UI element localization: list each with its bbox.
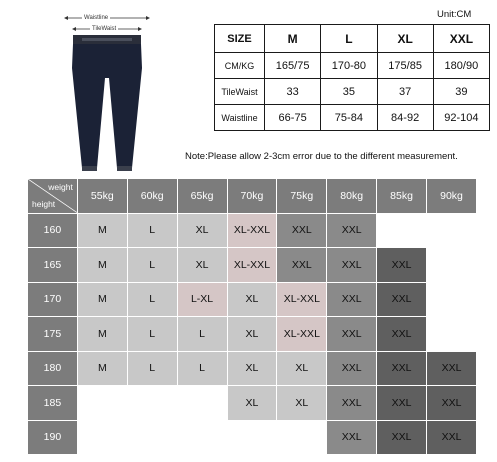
size-cell: 35 [321,79,377,105]
grid-row [28,283,476,317]
grid-cell [277,421,326,455]
grid-cell: L [128,352,177,386]
size-header-cell: XXL [433,25,489,53]
grid-cell [228,421,277,455]
height-header: 175 [28,317,77,351]
size-table-header-row [215,25,490,53]
grid-cell: M [78,283,127,317]
size-cell: 180/90 [433,53,489,79]
grid-row [28,352,476,386]
grid-cell: XXL [327,352,376,386]
height-header: 165 [28,248,77,282]
grid-cell: XL-XXL [228,214,277,248]
grid-cell: L [128,317,177,351]
waistline-label: Waistline [84,15,109,21]
grid-row [28,386,476,420]
grid-cell [78,421,127,455]
size-cell: 92-104 [433,105,489,131]
size-cell: 66-75 [265,105,321,131]
grid-cell: XXL [277,214,326,248]
grid-cell [427,248,476,282]
grid-cell: XXL [427,421,476,455]
weight-header: 70kg [228,179,277,213]
grid-cell [178,386,227,420]
size-table-row [215,53,490,79]
grid-cell [128,386,177,420]
size-cell: 175/85 [377,53,433,79]
height-header: 160 [28,214,77,248]
grid-corner [28,179,77,213]
grid-cell [427,317,476,351]
measurement-note: Note:Please allow 2-3cm error due to the different measurement. [185,151,458,162]
grid-cell [78,386,127,420]
height-header: 185 [28,386,77,420]
grid-cell: XL-XXL [277,283,326,317]
grid-cell: XXL [377,248,426,282]
corner-height-label: height [32,198,56,209]
grid-cell: XL [228,317,277,351]
size-row-label: CM/KG [215,53,265,79]
size-header-cell: M [265,25,321,53]
grid-cell: L [178,317,227,351]
grid-cell: L [128,214,177,248]
grid-cell: XXL [327,386,376,420]
grid-cell: XXL [377,317,426,351]
grid-cell: XL-XXL [277,317,326,351]
pants-body [72,44,142,168]
grid-cell: L [128,248,177,282]
size-cell: 33 [265,79,321,105]
grid-cell [427,214,476,248]
grid-cell: M [78,214,127,248]
grid-cell [377,214,426,248]
grid-row [28,248,476,282]
grid-cell: XL [178,214,227,248]
grid-row [28,317,476,351]
size-header-cell: L [321,25,377,53]
weight-header: 90kg [427,179,476,213]
grid-cell: M [78,352,127,386]
weight-header: 85kg [377,179,426,213]
size-header-cell: SIZE [215,25,265,53]
grid-cell: XXL [327,421,376,455]
grid-cell: XXL [277,248,326,282]
grid-cell: XXL [427,352,476,386]
grid-cell: XL [277,386,326,420]
size-row-label: TileWaist [215,79,265,105]
corner-weight-label: weight [48,182,73,192]
tilewaist-label: TileWaist [92,26,117,32]
grid-cell: XXL [377,421,426,455]
size-header-cell: XL [377,25,433,53]
grid-cell: XXL [377,352,426,386]
pants-image [52,8,162,180]
grid-row [28,214,476,248]
height-header: 190 [28,421,77,455]
unit-label: Unit:CM [437,9,472,20]
grid-cell [427,283,476,317]
size-cell: 165/75 [265,53,321,79]
size-cell: 170-80 [321,53,377,79]
weight-header: 80kg [327,179,376,213]
size-table-row [215,79,490,105]
grid-header-row [28,179,476,213]
grid-cell: XL [228,386,277,420]
grid-cell: L-XL [178,283,227,317]
pants-illustration [52,8,162,180]
size-cell: 39 [433,79,489,105]
grid-cell: XXL [327,283,376,317]
height-weight-grid [27,178,477,455]
grid-cell: XL [178,248,227,282]
grid-cell [178,421,227,455]
weight-header: 60kg [128,179,177,213]
grid-cell: M [78,248,127,282]
size-cell: 84-92 [377,105,433,131]
size-row-label: Waistline [215,105,265,131]
grid-cell: XXL [427,386,476,420]
grid-cell: XXL [377,386,426,420]
grid-cell: XL [277,352,326,386]
grid-cell: M [78,317,127,351]
size-cell: 75-84 [321,105,377,131]
grid-row [28,421,476,455]
grid-cell: XL-XXL [228,248,277,282]
size-table [214,24,490,131]
grid-cell: XXL [327,214,376,248]
size-table-row [215,105,490,131]
grid-cell: L [178,352,227,386]
grid-cell: XXL [377,283,426,317]
weight-header: 65kg [178,179,227,213]
grid-cell: XL [228,283,277,317]
grid-cell: XXL [327,317,376,351]
weight-header: 75kg [277,179,326,213]
grid-cell: XXL [327,248,376,282]
size-cell: 37 [377,79,433,105]
grid-cell: XL [228,352,277,386]
grid-cell: L [128,283,177,317]
height-header: 180 [28,352,77,386]
grid-cell [128,421,177,455]
height-header: 170 [28,283,77,317]
weight-header: 55kg [78,179,127,213]
